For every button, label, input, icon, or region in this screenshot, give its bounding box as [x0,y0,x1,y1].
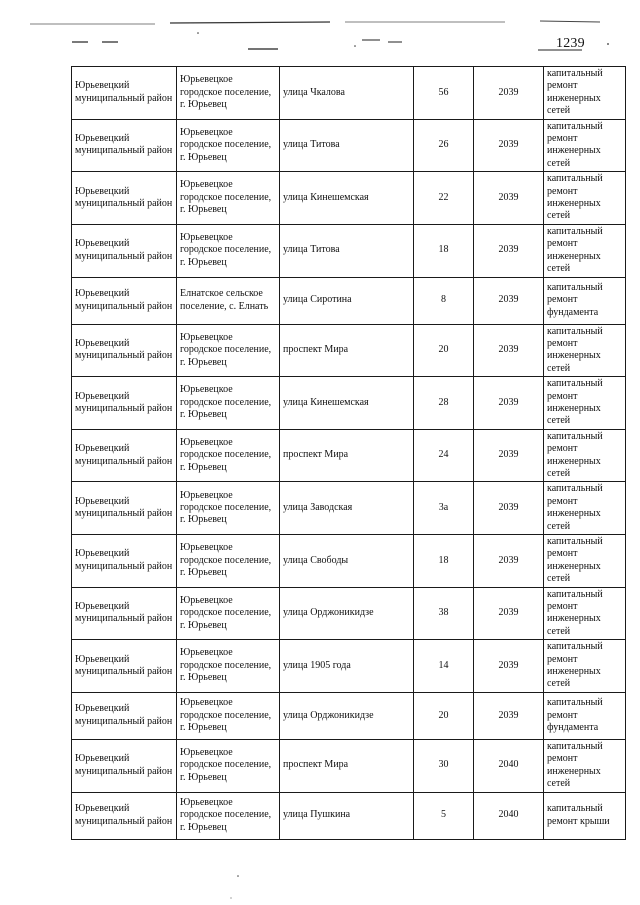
house-number-cell: 20 [414,692,474,739]
year-cell: 2039 [474,67,544,120]
table-row [72,277,626,324]
year-cell: 2039 [474,277,544,324]
settlement-cell: Юрьевецкое городское поселение, г. Юрьевец [177,792,280,839]
street-cell: улица Заводская [280,482,414,535]
year-cell: 2039 [474,224,544,277]
district-cell: Юрьевецкий муниципальный район [72,739,177,792]
work-type-cell: капитальный ремонт инженерных сетей [544,482,626,535]
year-cell: 2040 [474,739,544,792]
district-cell: Юрьевецкий муниципальный район [72,535,177,588]
street-cell: улица Титова [280,224,414,277]
work-type-cell: капитальный ремонт инженерных сетей [544,739,626,792]
settlement-cell: Юрьевецкое городское поселение, г. Юрьевец [177,587,280,640]
year-cell: 2039 [474,429,544,482]
district-cell: Юрьевецкий муниципальный район [72,640,177,693]
work-type-cell: капитальный ремонт инженерных сетей [544,429,626,482]
year-cell: 2039 [474,535,544,588]
work-type-cell: капитальный ремонт инженерных сетей [544,224,626,277]
street-cell: улица Орджоникидзе [280,587,414,640]
work-type-cell: капитальный ремонт инженерных сетей [544,640,626,693]
table-row [72,535,626,588]
house-number-cell: 3а [414,482,474,535]
street-cell: улица Кинешемская [280,377,414,430]
house-number-cell: 18 [414,535,474,588]
settlement-cell: Юрьевецкое городское поселение, г. Юрьевец [177,377,280,430]
house-number-cell: 14 [414,640,474,693]
work-type-cell: капитальный ремонт инженерных сетей [544,119,626,172]
table-row [72,324,626,377]
district-cell: Юрьевецкий муниципальный район [72,792,177,839]
house-number-cell: 22 [414,172,474,225]
table-row [72,67,626,120]
year-cell: 2040 [474,792,544,839]
scan-artifact-marks [0,0,640,60]
street-cell: улица Чкалова [280,67,414,120]
table-row [72,587,626,640]
table-body [72,67,626,840]
year-cell: 2039 [474,377,544,430]
year-cell: 2039 [474,587,544,640]
table-row [72,692,626,739]
street-cell: проспект Мира [280,739,414,792]
district-cell: Юрьевецкий муниципальный район [72,429,177,482]
settlement-cell: Юрьевецкое городское поселение, г. Юрьевец [177,640,280,693]
house-number-cell: 26 [414,119,474,172]
work-type-cell: капитальный ремонт инженерных сетей [544,67,626,120]
year-cell: 2039 [474,640,544,693]
year-cell: 2039 [474,692,544,739]
house-number-cell: 56 [414,67,474,120]
year-cell: 2039 [474,482,544,535]
work-type-cell: капитальный ремонт инженерных сетей [544,324,626,377]
settlement-cell: Юрьевецкое городское поселение, г. Юрьевец [177,119,280,172]
district-cell: Юрьевецкий муниципальный район [72,119,177,172]
district-cell: Юрьевецкий муниципальный район [72,377,177,430]
table-row [72,377,626,430]
scan-bottom-marks [0,860,640,905]
settlement-cell: Юрьевецкое городское поселение, г. Юрьевец [177,224,280,277]
work-type-cell: капитальный ремонт инженерных сетей [544,535,626,588]
work-type-cell: капитальный ремонт фундамента [544,277,626,324]
house-number-cell: 28 [414,377,474,430]
street-cell: улица Титова [280,119,414,172]
year-cell: 2039 [474,324,544,377]
street-cell: улица Свободы [280,535,414,588]
district-cell: Юрьевецкий муниципальный район [72,324,177,377]
table-row [72,792,626,839]
settlement-cell: Юрьевецкое городское поселение, г. Юрьевец [177,692,280,739]
house-number-cell: 20 [414,324,474,377]
table-row [72,224,626,277]
street-cell: улица 1905 года [280,640,414,693]
street-cell: проспект Мира [280,429,414,482]
table-row [72,119,626,172]
settlement-cell: Юрьевецкое городское поселение, г. Юрьевец [177,429,280,482]
table-row [72,640,626,693]
district-cell: Юрьевецкий муниципальный район [72,587,177,640]
settlement-cell: Юрьевецкое городское поселение, г. Юрьевец [177,67,280,120]
table-row [72,172,626,225]
district-cell: Юрьевецкий муниципальный район [72,277,177,324]
street-cell: улица Пушкина [280,792,414,839]
settlement-cell: Юрьевецкое городское поселение, г. Юрьевец [177,172,280,225]
district-cell: Юрьевецкий муниципальный район [72,224,177,277]
work-type-cell: капитальный ремонт инженерных сетей [544,587,626,640]
district-cell: Юрьевецкий муниципальный район [72,692,177,739]
work-type-cell: капитальный ремонт фундамента [544,692,626,739]
street-cell: улица Кинешемская [280,172,414,225]
street-cell: проспект Мира [280,324,414,377]
house-number-cell: 18 [414,224,474,277]
house-number-cell: 30 [414,739,474,792]
table-row [72,739,626,792]
work-type-cell: капитальный ремонт инженерных сетей [544,377,626,430]
street-cell: улица Орджоникидзе [280,692,414,739]
housing-repair-table [71,66,626,840]
district-cell: Юрьевецкий муниципальный район [72,482,177,535]
page-number: 1239 [556,36,585,51]
settlement-cell: Юрьевецкое городское поселение, г. Юрьевец [177,482,280,535]
table-row [72,482,626,535]
district-cell: Юрьевецкий муниципальный район [72,172,177,225]
settlement-cell: Юрьевецкое городское поселение, г. Юрьевец [177,324,280,377]
street-cell: улица Сиротина [280,277,414,324]
house-number-cell: 24 [414,429,474,482]
settlement-cell: Елнатское сельское поселение, с. Елнать [177,277,280,324]
house-number-cell: 5 [414,792,474,839]
year-cell: 2039 [474,172,544,225]
house-number-cell: 8 [414,277,474,324]
house-number-cell: 38 [414,587,474,640]
table-row [72,429,626,482]
work-type-cell: капитальный ремонт крыши [544,792,626,839]
settlement-cell: Юрьевецкое городское поселение, г. Юрьевец [177,535,280,588]
year-cell: 2039 [474,119,544,172]
district-cell: Юрьевецкий муниципальный район [72,67,177,120]
work-type-cell: капитальный ремонт инженерных сетей [544,172,626,225]
settlement-cell: Юрьевецкое городское поселение, г. Юрьевец [177,739,280,792]
